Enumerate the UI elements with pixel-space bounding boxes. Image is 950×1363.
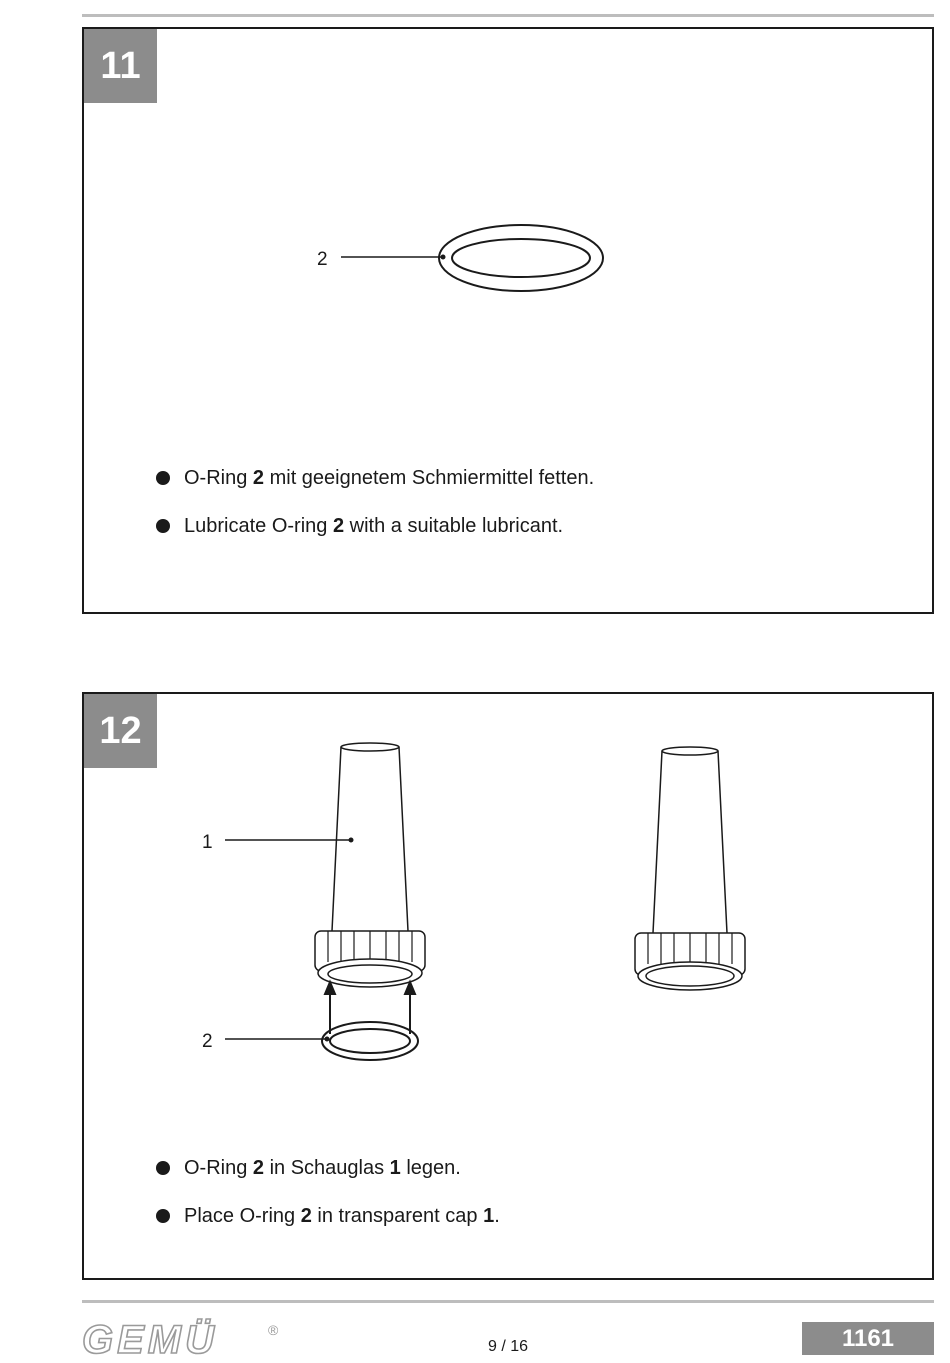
callout-label-1: 1 <box>202 832 213 853</box>
o-ring-loose <box>322 1022 418 1060</box>
callout-label-2: 2 <box>202 1031 213 1052</box>
transparent-cap-left <box>315 743 425 987</box>
o-ring-figure <box>84 29 936 329</box>
document-number: 1161 <box>802 1322 934 1355</box>
step-11-panel <box>82 27 934 614</box>
top-rule <box>82 14 934 17</box>
step-number: 11 <box>84 29 157 103</box>
assembly-figure <box>84 694 936 1094</box>
transparent-cap-assembled <box>635 747 745 990</box>
instruction-de: O-Ring 2 in Schauglas 1 legen. <box>156 1156 500 1180</box>
o-ring-inner <box>452 239 590 277</box>
instruction-de: O-Ring 2 mit geeignetem Schmiermittel fetten. <box>156 466 594 490</box>
callout-dot <box>441 255 446 260</box>
o-ring-outer <box>439 225 603 291</box>
gemu-logo: GEMÜ <box>82 1318 218 1362</box>
registered-mark: ® <box>268 1322 279 1338</box>
instruction-list <box>156 1156 500 1252</box>
page-number: 9 / 16 <box>487 1338 529 1355</box>
instruction-en: Place O-ring 2 in transparent cap 1. <box>156 1204 500 1228</box>
instruction-list <box>156 466 594 562</box>
footer-rule <box>82 1300 934 1303</box>
step-12-panel <box>82 692 934 1280</box>
instruction-en: Lubricate O-ring 2 with a suitable lubricant. <box>156 514 594 538</box>
step-number: 12 <box>84 694 157 768</box>
callout-label-2: 2 <box>317 249 328 270</box>
